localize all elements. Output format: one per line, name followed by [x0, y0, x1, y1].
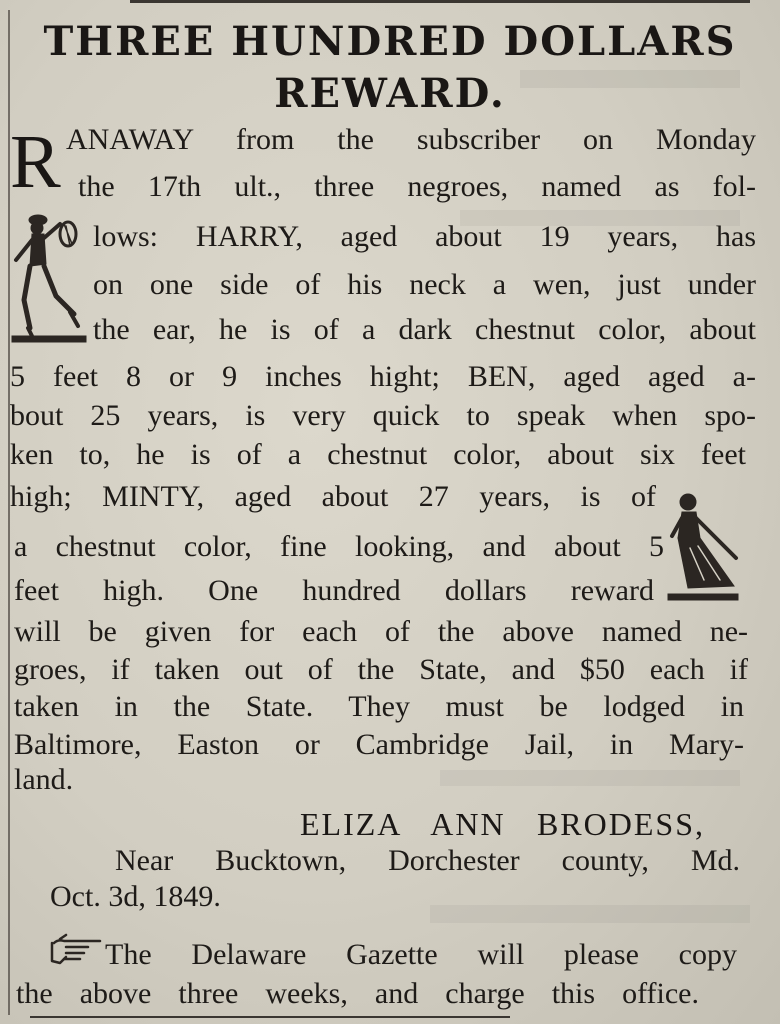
- headline-line-2: REWARD.: [274, 70, 506, 117]
- body-line-11: feet high. One hundred dollars reward: [14, 574, 654, 607]
- body-line-12: will be given for each of the above named ne-: [14, 615, 748, 648]
- body-line-10: a chestnut color, fine looking, and about 5: [14, 530, 664, 563]
- bleed-through-smudge: [440, 770, 740, 786]
- body-line-1: ANAWAY from the subscriber on Monday: [66, 123, 756, 156]
- body-line-4: on one side of his neck a wen, just under: [93, 268, 756, 301]
- drop-cap: R: [10, 120, 61, 204]
- body-line-6: 5 feet 8 or 9 inches hight; BEN, aged aged a-: [10, 360, 756, 393]
- bleed-through-smudge: [430, 905, 750, 923]
- top-rule: [130, 0, 750, 3]
- body-line-16: land.: [14, 763, 74, 796]
- body-line-15: Baltimore, Easton or Cambridge Jail, in Mary-: [14, 728, 744, 761]
- running-woman-woodcut-icon: [664, 490, 742, 608]
- pointing-hand-icon: [48, 933, 104, 967]
- signature: ELIZA ANN BRODESS,: [300, 806, 705, 842]
- date-line: Oct. 3d, 1849.: [50, 880, 221, 913]
- body-line-7: bout 25 years, is very quick to speak when spo-: [10, 399, 756, 432]
- headline-line-1: THREE HUNDRED DOLLARS: [43, 18, 737, 65]
- bottom-rule: [30, 1016, 510, 1018]
- notice-line-2: the above three weeks, and charge this office.: [16, 977, 699, 1010]
- location-line: Near Bucktown, Dorchester county, Md.: [115, 844, 740, 877]
- body-line-2: the 17th ult., three negroes, named as fol-: [78, 170, 756, 203]
- notice-line-1: The Delaware Gazette will please copy: [105, 938, 737, 971]
- running-man-woodcut-icon: [10, 208, 88, 350]
- body-line-9: high; MINTY, aged about 27 years, is of: [10, 480, 656, 513]
- body-line-3: lows: HARRY, aged about 19 years, has: [93, 220, 756, 253]
- body-line-8: ken to, he is of a chestnut color, about six feet: [10, 438, 746, 471]
- body-line-13: groes, if taken out of the State, and $50 each if: [14, 653, 748, 686]
- body-line-14: taken in the State. They must be lodged in: [14, 690, 744, 723]
- body-line-5: the ear, he is of a dark chestnut color, about: [93, 313, 756, 346]
